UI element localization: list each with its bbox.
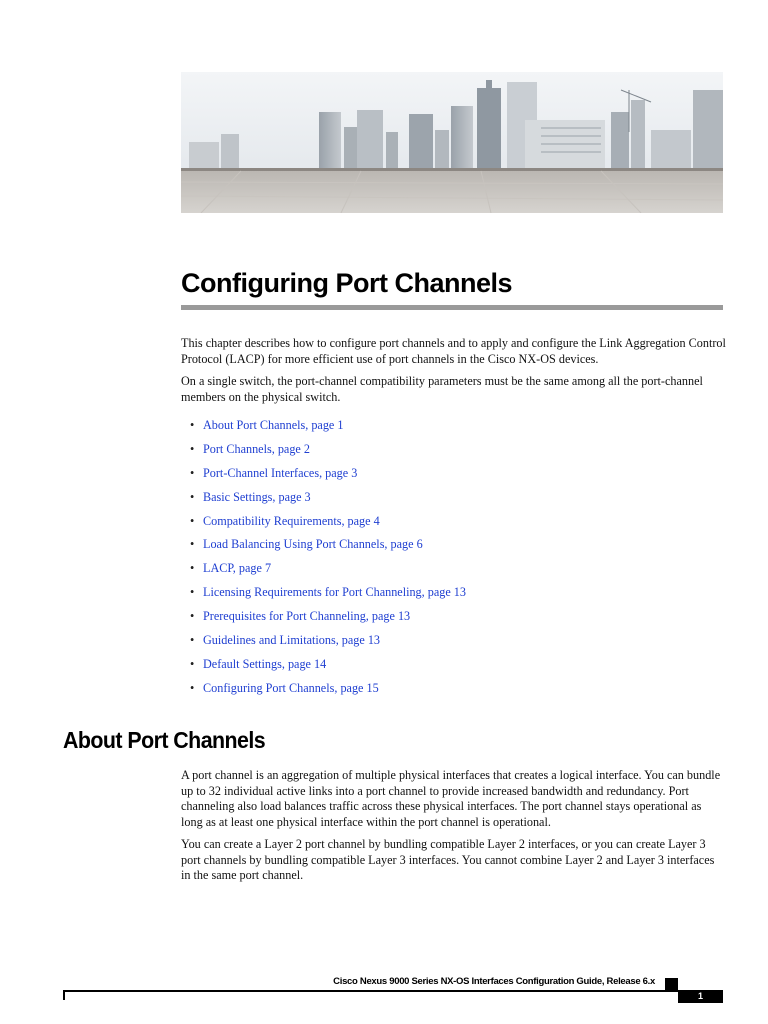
toc-link[interactable]: Basic Settings, page 3 [203, 489, 311, 504]
intro-paragraph: On a single switch, the port-channel compatibility parameters must be the same among all the port-channel members on the physical switch. [181, 374, 703, 404]
chapter-title: Configuring Port Channels [181, 268, 512, 298]
bullet-icon: • [190, 489, 195, 504]
toc-link[interactable]: LACP, page 7 [203, 561, 272, 576]
section-title: About Port Channels [63, 727, 266, 753]
toc-link[interactable]: About Port Channels, page 1 [203, 418, 344, 432]
toc-link[interactable]: Compatibility Requirements, page 4 [203, 513, 380, 528]
toc-item [190, 464, 466, 488]
footer-guide-title: Cisco Nexus 9000 Series NX-OS Interfaces Configuration Guide, Release 6.x [333, 976, 655, 987]
toc-item [190, 440, 466, 464]
bullet-icon: • [190, 465, 195, 480]
toc-item [190, 488, 466, 512]
toc-item [190, 583, 466, 607]
toc-item [190, 631, 466, 655]
bullet-icon: • [190, 656, 195, 671]
chapter-toc-list [190, 416, 466, 703]
toc-link[interactable]: Default Settings, page 14 [203, 656, 327, 671]
toc-link[interactable]: Load Balancing Using Port Channels, page 6 [203, 537, 423, 552]
toc-item [190, 535, 466, 559]
toc-item [190, 559, 466, 583]
bullet-icon: • [190, 633, 195, 648]
page-number: 1 [678, 990, 723, 1003]
city-skyline-banner-image [181, 72, 723, 213]
toc-item [190, 679, 466, 703]
bullet-icon: • [190, 418, 195, 432]
bullet-icon: • [190, 585, 195, 600]
toc-link[interactable]: Port Channels, page 2 [203, 441, 310, 456]
title-divider [181, 305, 723, 310]
section-paragraph: You can create a Layer 2 port channel by bundling compatible Layer 2 interfaces, or you can create Layer 3 port channels by bundling compatible Layer 3 interfaces. You cannot combine Layer 2 and Layer 3 interfaces in the same port channel. [181, 837, 715, 882]
section-paragraph: A port channel is an aggregation of multiple physical interfaces that creates a logical interface. You can bundle up to 32 individual active links into a port channel to provide increased bandwidth and redundancy. Port channeling also load balances traffic across these physical interfaces. The port channel stays operational as long as at least one physical interface within the port channel is operational. [181, 768, 721, 829]
toc-link[interactable]: Port-Channel Interfaces, page 3 [203, 465, 358, 480]
intro-paragraph: This chapter describes how to configure port channels and to apply and configure the Link Aggregation Control Protocol (LACP) for more efficient use of port channels in the Cisco NX-OS devices. [181, 336, 726, 366]
toc-item [190, 607, 466, 631]
bullet-icon: • [190, 680, 195, 695]
footer-rule-tick [63, 990, 65, 1000]
toc-link[interactable]: Guidelines and Limitations, page 13 [203, 633, 381, 648]
bullet-icon: • [190, 513, 195, 528]
toc-item [190, 655, 466, 679]
bullet-icon: • [190, 441, 195, 456]
toc-item [190, 416, 466, 440]
bullet-icon: • [190, 609, 195, 624]
footer-divider [63, 990, 678, 992]
toc-item [190, 512, 466, 536]
bullet-icon: • [190, 537, 195, 552]
bullet-icon: • [190, 561, 195, 576]
toc-link[interactable]: Configuring Port Channels, page 15 [203, 680, 379, 695]
toc-link[interactable]: Prerequisites for Port Channeling, page 13 [203, 609, 411, 624]
toc-link[interactable]: Licensing Requirements for Port Channeling, page 13 [203, 585, 466, 600]
